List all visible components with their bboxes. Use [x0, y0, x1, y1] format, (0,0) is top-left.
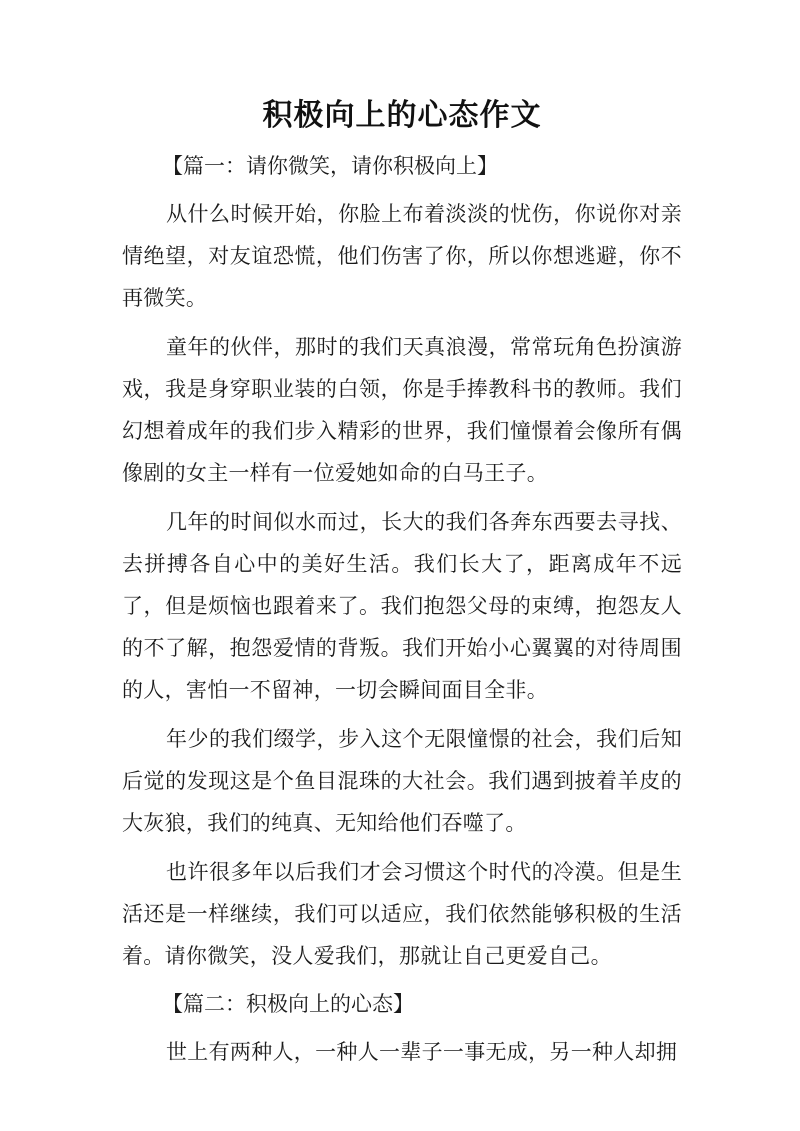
section-heading-1: 【篇一：请你微笑，请你积极向上】	[162, 154, 498, 178]
paragraph-5: 也许很多年以后我们才会习惯这个时代的冷漠。但是生活还是一样继续，我们可以适应，我们依然能够积极的生活着。请你微笑，没人爱我们，那就让自己更爱自己。	[122, 860, 682, 968]
paragraph-3: 几年的时间似水而过，长大的我们各奔东西要去寻找、去拼搏各自心中的美好生活。我们长大了，距离成年不远了，但是烦恼也跟着来了。我们抱怨父母的束缚，抱怨友人的不了解，抱怨爱情的背叛。我们开始小心翼翼的对待周围的人，害怕一不留神，一切会瞬间面目全非。	[122, 510, 682, 702]
paragraph-2: 童年的伙伴，那时的我们天真浪漫，常常玩角色扮演游戏，我是身穿职业装的白领，你是手捧教科书的教师。我们幻想着成年的我们步入精彩的世界，我们憧憬着会像所有偶像剧的女主一样有一位爱她如命的白马王子。	[122, 335, 682, 485]
document-title: 积极向上的心态作文	[262, 98, 542, 133]
paragraph-6: 世上有两种人，一种人一辈子一事无成，另一种人却拥	[166, 1040, 678, 1064]
paragraph-4: 年少的我们缀学，步入这个无限憧憬的社会，我们后知后觉的发现这是个鱼目混珠的大社会。我们遇到披着羊皮的大灰狼，我们的纯真、无知给他们吞噬了。	[122, 727, 682, 835]
section-heading-2: 【篇二：积极向上的心态】	[162, 992, 414, 1016]
paragraph-1: 从什么时候开始，你脸上布着淡淡的忧伤，你说你对亲情绝望，对友谊恐慌，他们伤害了你，所以你想逃避，你不再微笑。	[122, 202, 682, 310]
